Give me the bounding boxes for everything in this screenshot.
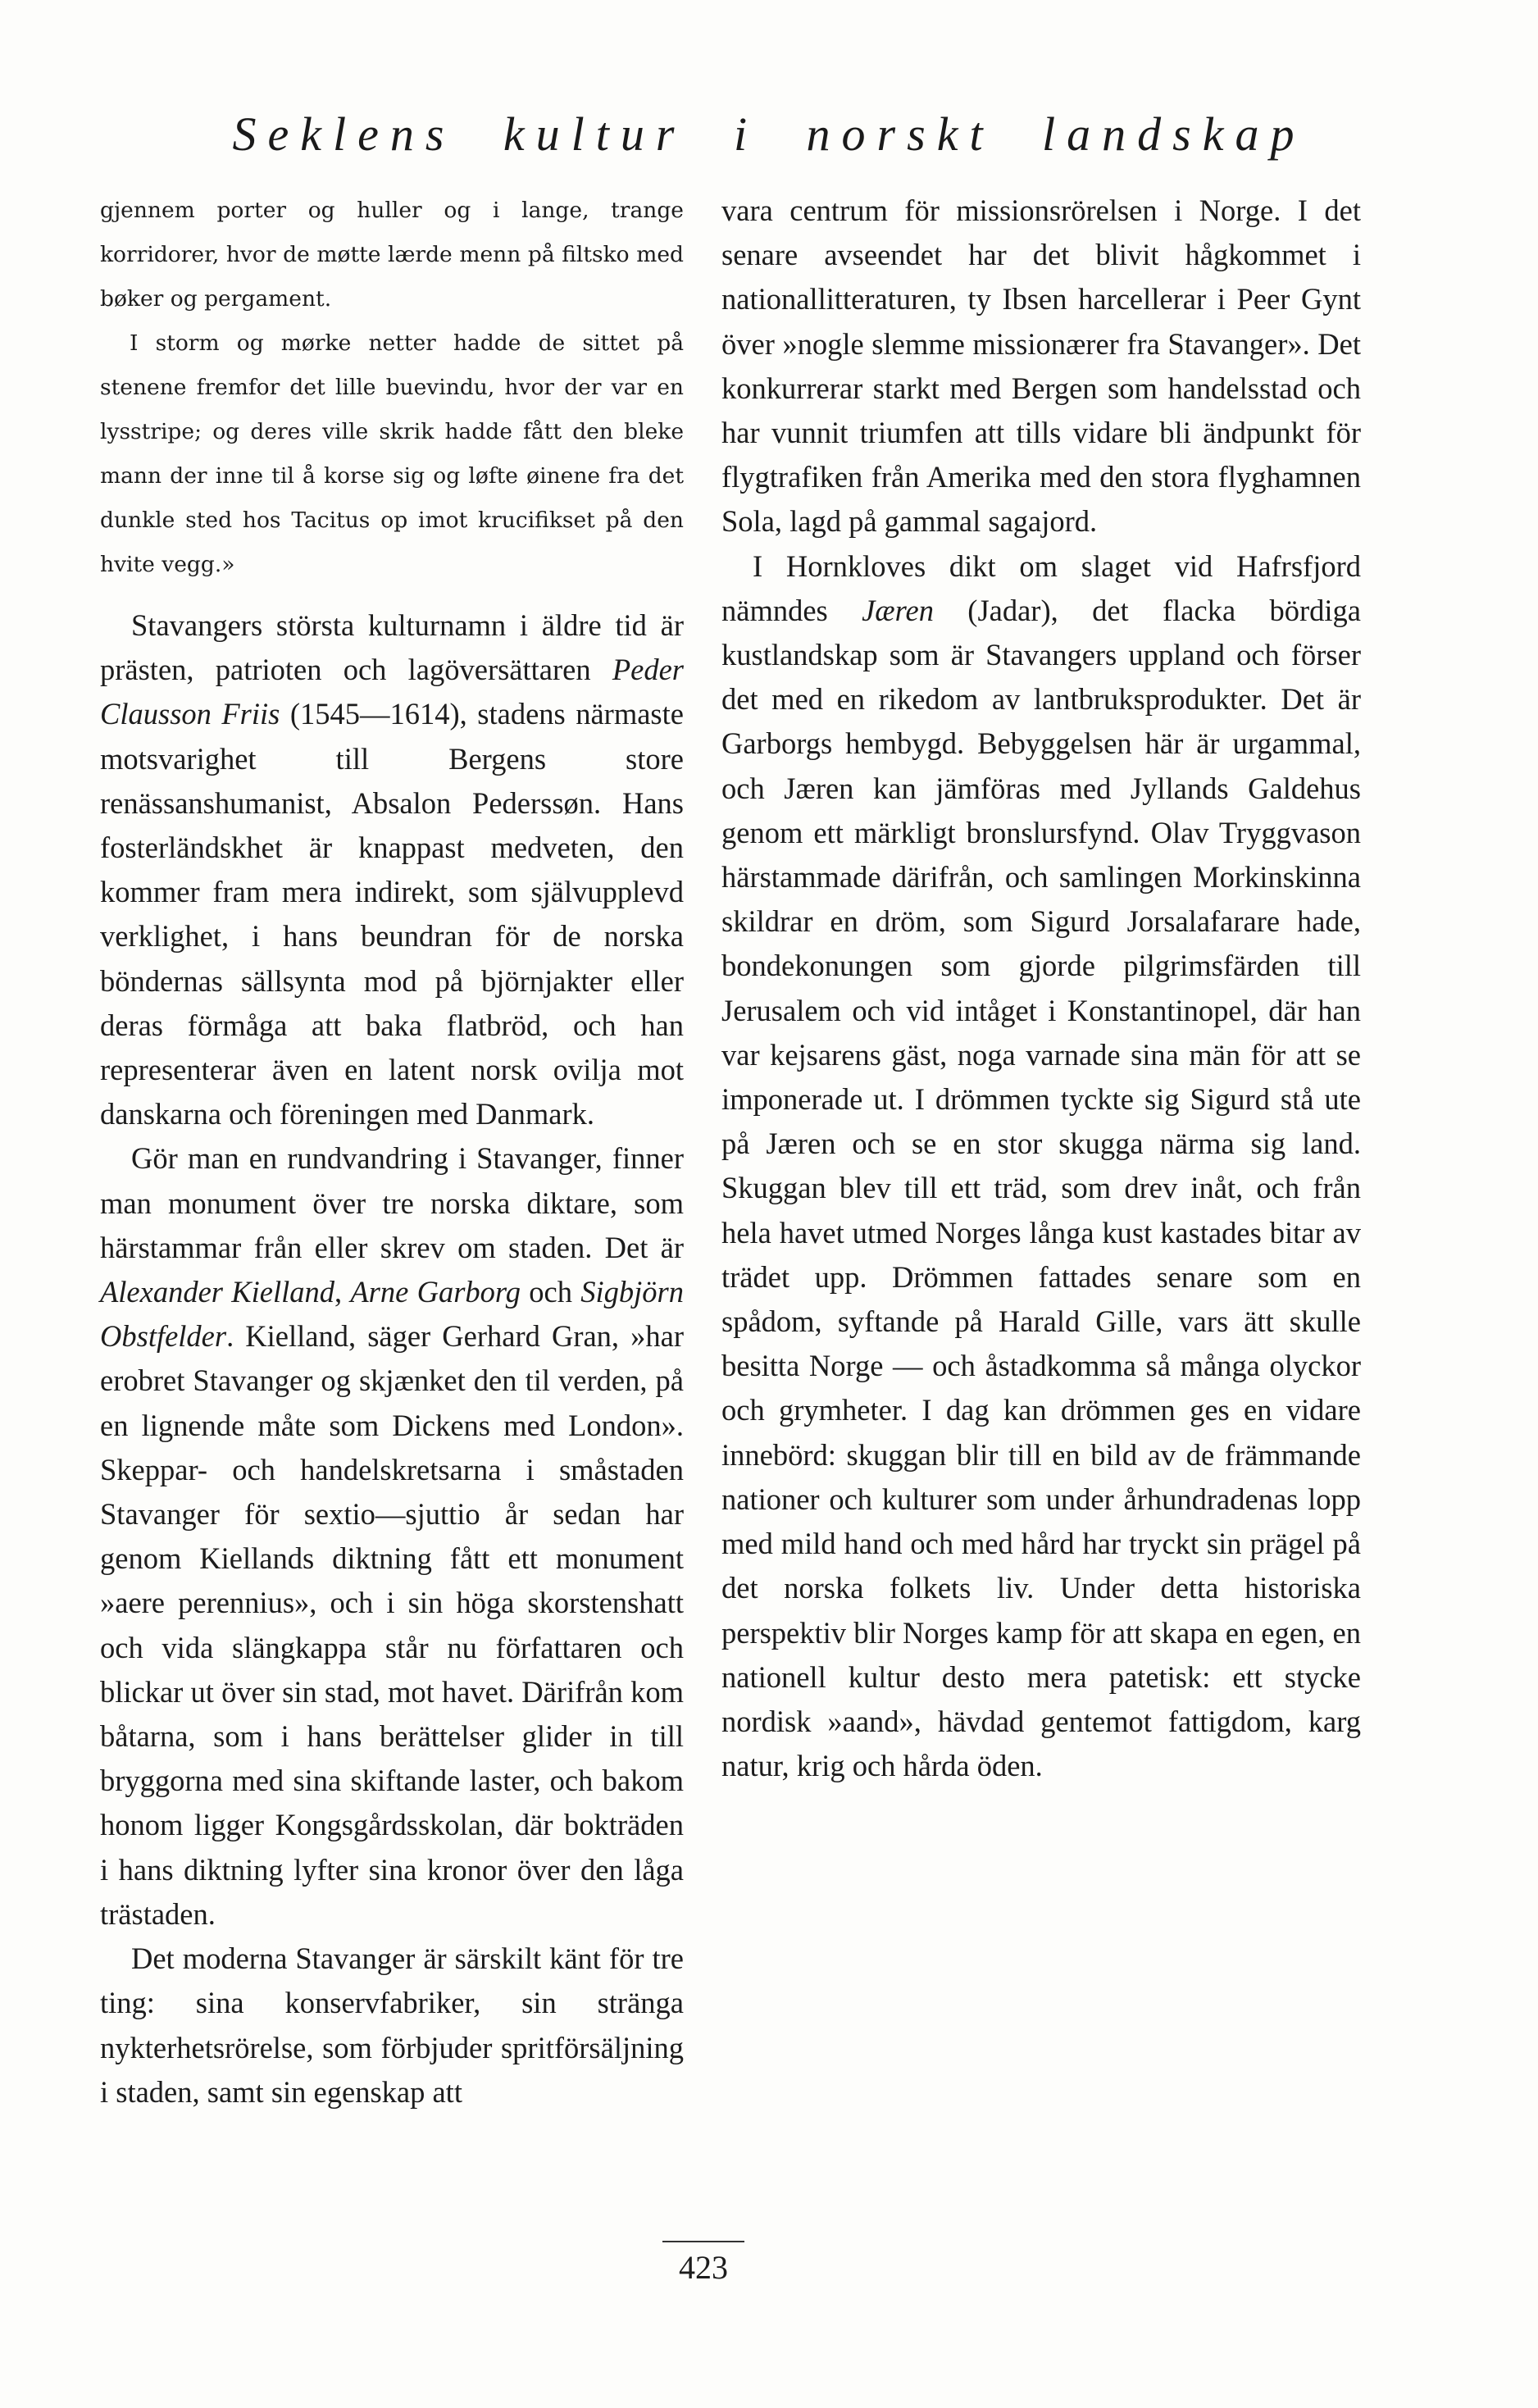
text-run: I Hornkloves dikt om slaget vid Hafrsfjord nämndes xyxy=(721,549,1361,627)
place-name: Jæren xyxy=(862,593,934,627)
paragraph-moderna-start: Det moderna Stavanger är särskilt känt för tre ting: sina konservfabriker, sin stränga nykterhetsrörelse, som förbjuder spritförsäljning i staden, samt sin egenskap att xyxy=(100,1941,684,2109)
block-quote xyxy=(100,189,684,587)
folio-rule xyxy=(662,2241,744,2242)
quote-paragraph: gjennem porter og huller og i lange, trange korridorer, hvor de møtte lærde menn på filtsko med bøker og pergament. xyxy=(100,198,684,312)
person-name: Arne Garborg xyxy=(350,1275,521,1309)
running-head: Seklens kultur i norskt landskap xyxy=(232,107,1306,161)
right-column xyxy=(721,189,1361,1788)
person-name: Sigbjörn Obstfelder xyxy=(100,1275,684,1354)
text-run: (Jadar), det flacka bördiga kustlandskap som är Stavangers uppland och förser det med en rikedom av lantbruksprodukter. Det är Garborgs hembygd. Bebyggelsen här är urgammal, och Jæren kan jämföras med Jyllands Galdehus genom ett märkligt bronslursfynd. Olav Tryggvason härstammade därifrån, och samlingen Morkinskinna skildrar en dröm, som Sigurd Jorsalafarare hade, bondekonungen som gjorde pilgrimsfärden till Jerusalem och vid intåget i Konstantinopel, där han var kejsarens gäst, noga varnade sina män för att se imponerade ut. I drömmen tyckte sig Sigurd stå ute på Jæren och se en stor skugga närma sig land. Skuggan blev till ett träd, som drev inåt, och från hela havet utmed Norges långa kust kastades bitar av trädet upp. Drömmen fattades senare som en spådom, syftande på Harald Gille, vars ätt skulle besitta Norge — och åstadkomma så många olyckor och grymheter. I dag kan drömmen ges en vidare innebörd: skuggan blir till en bild av de främmande nationer och kulturer som under århundradenas lopp med mild hand och med hård har tryckt sin prägel på det norska folkets liv. Under detta historiska perspektiv blir Norges kamp för att skapa en egen, en nationell kultur desto mera patetisk: ett stycke nordisk »aand», hävdad gentemot fattigdom, karg natur, krig och hårda öden. xyxy=(721,593,1361,1783)
text-run: Gör man en rundvandring i Stavanger, finner man monument över tre norska diktare, som härstammar från eller skrev om staden. Det är xyxy=(100,1141,684,1264)
paragraph-hornklove xyxy=(721,544,1361,1789)
page-number: 423 xyxy=(679,2249,728,2286)
quote-paragraph: I storm og mørke netter hadde de sittet på stenene fremfor det lille buevindu, hvor der var en lysstripe; og deres ville skrik hadde fått den bleke mann der inne til å korse sig og løfte øinene fra det dunkle sted hos Tacitus op imot krucifikset på den hvite vegg.» xyxy=(100,330,684,577)
paragraph-moderna-end: vara centrum för missionsrörelsen i Norge. I det senare avseendet har det blivit hågkommet i nationallitteraturen, ty Ibsen harcellerar i Peer Gynt över »nogle slemme missionærer fra Stavanger». Det konkurrerar starkt med Bergen som handelsstad och har vunnit triumfen att tills vidare bli ändpunkt för flygtrafiken från Amerika med den stora flyghamnen Sola, lagd på gammal sagajord. xyxy=(721,193,1361,539)
paragraph-rundvandring xyxy=(100,1136,684,1937)
text-run: (1545—1614), stadens närmaste motsvarighet till Bergens store renässanshumanist, Absalon Pederssøn. Hans fosterländskhet är knappast medveten, den kommer fram mera indirekt, som självupplevd verklighet, i hans beundran för de norska böndernas sällsynta mod på björnjakter eller deras förmåga att baka flatbröd, och han representerar även en latent norsk ovilja mot danskarna och föreningen med Danmark. xyxy=(100,697,684,1131)
person-name: Peder Clausson Friis xyxy=(100,653,684,731)
text-run: Stavangers största kulturnamn i äldre tid är prästen, patrioten och lagöversättaren xyxy=(100,608,684,687)
body-text-left xyxy=(100,603,684,2114)
body-text-right xyxy=(721,189,1361,1788)
text-run: och xyxy=(521,1275,581,1309)
text-run: . Kielland, säger Gerhard Gran, »har erobret Stavanger og skjænket den til verden, på en lignende måte som Dickens med London». Skeppar- och handelskretsarna i småstaden Stavanger för sextio—sjuttio år sedan har genom Kiellands diktning fått ett monument »aere perennius», och i sin höga skorstenshatt och vida slängkappa står nu författaren och blickar ut över sin stad, mot havet. Därifrån kom båtarna, som i hans berättelser glider in till bryggorna med sina skiftande laster, och bakom honom ligger Kongsgårdsskolan, där bokträden i hans diktning lyfter sina kronor över den låga trästaden. xyxy=(100,1319,684,1931)
person-name: Alexander Kielland xyxy=(100,1275,334,1309)
paragraph-friis xyxy=(100,603,684,1136)
left-column xyxy=(100,189,684,2114)
text-run: , xyxy=(334,1275,351,1309)
